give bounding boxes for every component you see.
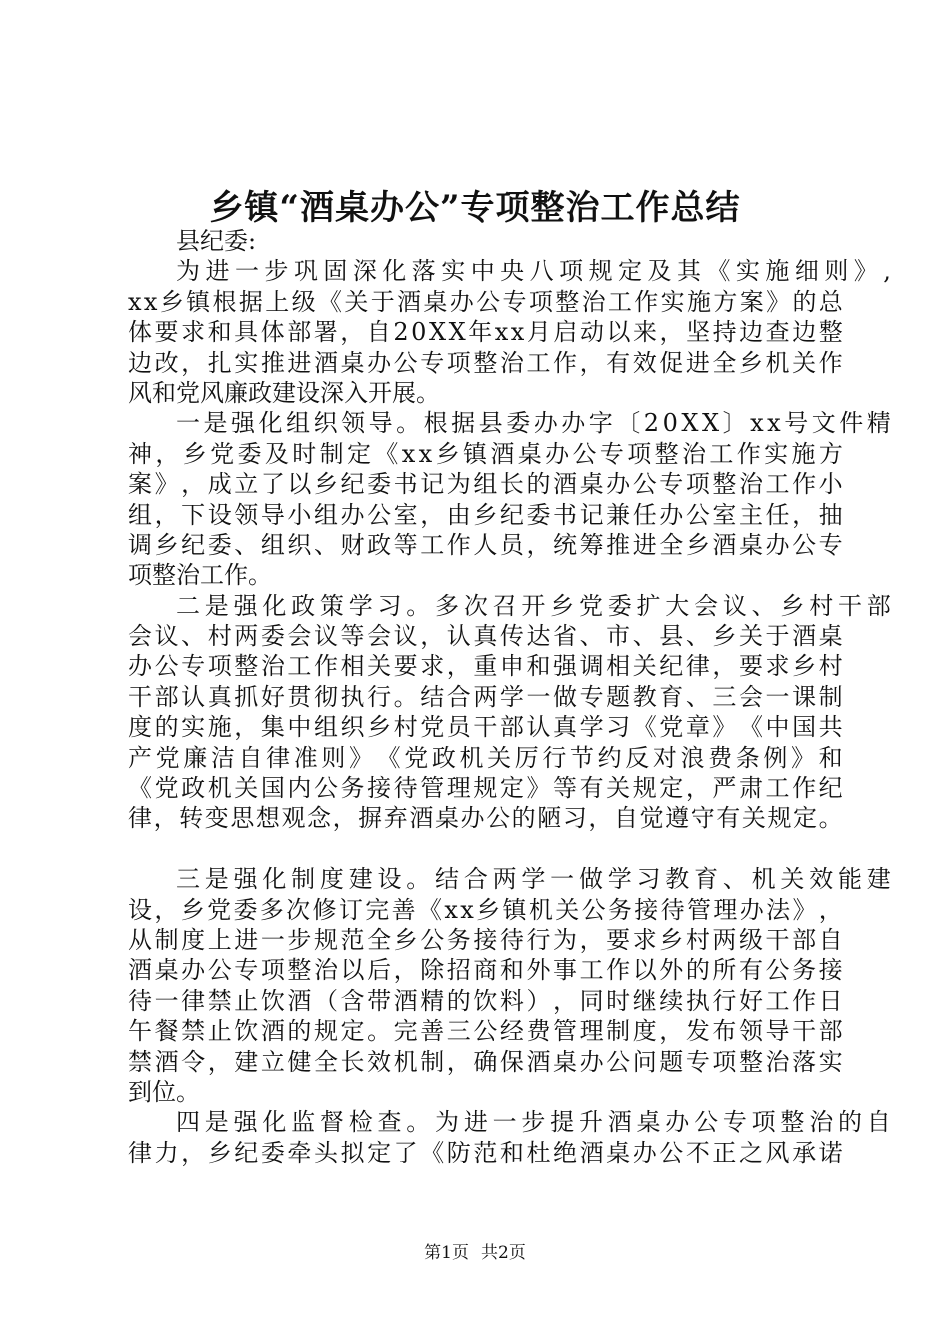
paragraph-spacer xyxy=(128,834,843,864)
paragraph-line: 调 乡 纪 委 、 组 织 、 财 政 等 工 作 人 员 ， 统 筹 推 进 全 乡 酒 桌 办 公 专 xyxy=(128,530,843,559)
paragraph-line: 二 是 强 化 政 策 学 习 。 多 次 召 开 乡 党 委 扩 大 会 议 、 乡 村 干 部 xyxy=(176,591,891,620)
paragraph-line: 项整治工作。 xyxy=(128,561,272,590)
paragraph-line: 案 》 ， 成 立 了 以 乡 纪 委 书 记 为 组 长 的 酒 桌 办 公 专 项 整 治 工 作 小 xyxy=(128,470,843,499)
paragraph-line: 边 改 ， 扎 实 推 进 酒 桌 办 公 专 项 整 治 工 作 ， 有 效 促 进 全 乡 机 关 作 xyxy=(128,348,843,377)
paragraph-line: 干 部 认 真 抓 好 贯 彻 执 行 。 结 合 两 学 一 做 专 题 教 育 、 三 会 一 课 制 xyxy=(128,682,843,711)
document-body xyxy=(128,226,891,1168)
paragraph-line: 神 ， 乡 党 委 及 时 制 定 《 x x 乡 镇 酒 桌 办 公 专 项 整 治 工 作 实 施 方 xyxy=(128,439,843,468)
paragraph-line: 律 ， 转 变 思 想 观 念 ， 摒 弃 酒 桌 办 公 的 陋 习 ， 自 觉 遵 守 有 关 规 定 。 xyxy=(128,804,843,833)
page-number: 第1页 xyxy=(424,1243,469,1263)
paragraph-line: 为 进 一 步 巩 固 深 化 落 实 中 央 八 项 规 定 及 其 《 实 施 细 则 》 , xyxy=(176,257,891,286)
paragraph xyxy=(128,256,891,408)
paragraph xyxy=(128,591,891,834)
paragraph-line: 会 议 、 村 两 委 会 议 等 会 议 ， 认 真 传 达 省 、 市 、 县 、 乡 关 于 酒 桌 xyxy=(128,622,843,651)
page-footer xyxy=(0,1241,950,1265)
document-title: 乡镇“酒桌办公”专项整治工作总结 xyxy=(209,188,741,228)
paragraph-line: 一 是 强 化 组 织 领 导 。 根 据 县 委 办 办 字 〔 2 0 X X 〕 x x 号 文 件 精 xyxy=(176,409,891,438)
paragraph-line: 午 餐 禁 止 饮 酒 的 规 定 。 完 善 三 公 经 费 管 理 制 度 ， 发 布 领 导 干 部 xyxy=(128,1017,843,1046)
page-total: 共2页 xyxy=(481,1243,526,1263)
paragraph xyxy=(128,1107,891,1168)
paragraph-line: 风和党风廉政建设深入开展。 xyxy=(128,378,440,407)
paragraph-line: 产 党 廉 洁 自 律 准 则 》 《 党 政 机 关 厉 行 节 约 反 对 浪 费 条 例 》 和 xyxy=(128,743,843,772)
paragraph-line: 组 ， 下 设 领 导 小 组 办 公 室 ， 由 乡 纪 委 书 记 兼 任 办 公 室 主 任 ， 抽 xyxy=(128,500,843,529)
paragraph-line: 《 党 政 机 关 国 内 公 务 接 待 管 理 规 定 》 等 有 关 规 定 ， 严 肃 工 作 纪 xyxy=(128,774,843,803)
salutation: 县纪委: xyxy=(176,227,257,255)
paragraph-line: 从 制 度 上 进 一 步 规 范 全 乡 公 务 接 待 行 为 ， 要 求 乡 村 两 级 干 部 自 xyxy=(128,925,843,954)
paragraph-line: 酒 桌 办 公 专 项 整 治 以 后 ， 除 招 商 和 外 事 工 作 以 外 的 所 有 公 务 接 xyxy=(128,956,843,985)
paragraph-line: x x 乡 镇 根 据 上 级 《 关 于 酒 桌 办 公 专 项 整 治 工 作 实 施 方 案 》 的 总 xyxy=(128,287,843,316)
paragraph-line: 待 一 律 禁 止 饮 酒 （ 含 带 酒 精 的 饮 料 ） ， 同 时 继 续 执 行 好 工 作 日 xyxy=(128,986,843,1015)
paragraph-line: 体 要 求 和 具 体 部 署 ， 自 2 0 X X 年 x x 月 启 动 以 来 ， 坚 持 边 查 边 整 xyxy=(128,318,843,347)
paragraph-line: 办 公 专 项 整 治 工 作 相 关 要 求 ， 重 申 和 强 调 相 关 纪 律 ， 要 求 乡 村 xyxy=(128,652,843,681)
paragraph-line: 度 的 实 施 ， 集 中 组 织 乡 村 党 员 干 部 认 真 学 习 《 党 章 》 《 中 国 共 xyxy=(128,713,843,742)
paragraph-line: 四 是 强 化 监 督 检 查 。 为 进 一 步 提 升 酒 桌 办 公 专 项 整 治 的 自 xyxy=(176,1108,891,1137)
paragraph xyxy=(128,408,891,590)
paragraph-line: 禁 酒 令 ， 建 立 健 全 长 效 机 制 ， 确 保 酒 桌 办 公 问 题 专 项 整 治 落 实 xyxy=(128,1047,843,1076)
paragraph-line: 律 力 ， 乡 纪 委 牵 头 拟 定 了 《 防 范 和 杜 绝 酒 桌 办 公 不 正 之 风 承 诺 xyxy=(128,1138,843,1167)
paragraph-line: 设 ， 乡 党 委 多 次 修 订 完 善 《 x x 乡 镇 机 关 公 务 接 待 管 理 办 法 》 ， xyxy=(128,895,843,924)
paragraph xyxy=(128,864,891,1107)
paragraph-line: 到位。 xyxy=(128,1077,200,1106)
paragraph-line: 三 是 强 化 制 度 建 设 。 结 合 两 学 一 做 学 习 教 育 、 机 关 效 能 建 xyxy=(176,865,891,894)
